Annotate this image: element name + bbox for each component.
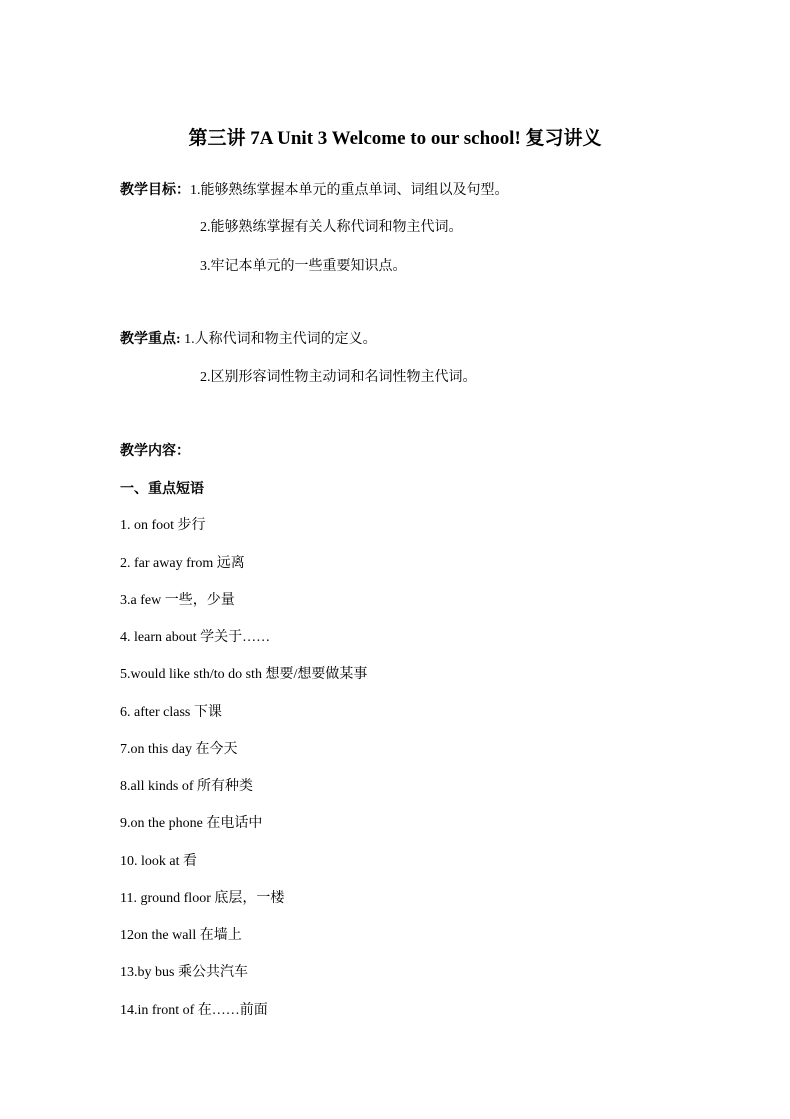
- phrase-item: 13.by bus 乘公共汽车: [120, 965, 248, 980]
- objective-item: 3.牢记本单元的一些重要知识点。: [200, 259, 407, 274]
- phrase-item: 10. look at 看: [120, 854, 197, 869]
- phrase-item: 14.in front of 在……前面: [120, 1003, 268, 1018]
- phrase-item: 4. learn about 学关于……: [120, 630, 271, 645]
- key-points-label: 教学重点:: [120, 332, 185, 347]
- phrase-item: 1. on foot 步行: [120, 518, 206, 533]
- objectives-label: 教学目标：: [120, 183, 190, 198]
- objective-item: 1.能够熟练掌握本单元的重点单词、词组以及句型。: [190, 183, 509, 198]
- objectives-line-1: [120, 181, 509, 201]
- phrase-item: 7.on this day 在今天: [120, 742, 238, 757]
- key-point-item: 1.人称代词和物主代词的定义。: [184, 332, 377, 347]
- section-title: 一、重点短语: [120, 482, 204, 497]
- phrase-item: 12on the wall 在墙上: [120, 928, 242, 943]
- key-point-item: 2.区别形容词性物主动词和名词性物主代词。: [200, 370, 477, 385]
- page-title: 第三讲 7A Unit 3 Welcome to our school! 复习讲义: [188, 128, 602, 149]
- phrase-item: 2. far away from 远离: [120, 556, 245, 571]
- phrase-item: 8.all kinds of 所有种类: [120, 779, 253, 794]
- content-label: 教学内容：: [120, 444, 190, 459]
- key-points-line-1: [120, 330, 377, 350]
- phrase-item: 6. after class 下课: [120, 705, 222, 720]
- phrase-item: 3.a few 一些，少量: [120, 593, 235, 608]
- phrase-item: 9.on the phone 在电话中: [120, 816, 263, 831]
- phrase-item: 11. ground floor 底层，一楼: [120, 891, 285, 906]
- phrase-item: 5.would like sth/to do sth 想要/想要做某事: [120, 667, 368, 682]
- objective-item: 2.能够熟练掌握有关人称代词和物主代词。: [200, 220, 463, 235]
